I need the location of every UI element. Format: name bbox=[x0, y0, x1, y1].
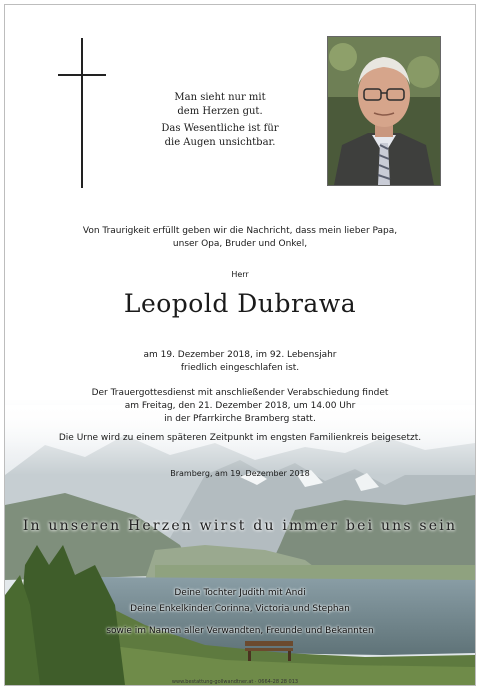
quote-line: dem Herzen gut. bbox=[177, 105, 263, 117]
announcement-line: unser Opa, Bruder und Onkel, bbox=[172, 239, 308, 249]
quote-line: Das Wesentliche ist für bbox=[161, 123, 279, 134]
family-line: Deine Enkelkinder Corinna, Victoria und Stephan bbox=[130, 604, 350, 614]
service-line: in der Pfarrkirche Bramberg statt. bbox=[164, 414, 316, 424]
urn-note: Die Urne wird zu einem späteren Zeitpunkt im engsten Familienkreis beigesetzt. bbox=[58, 433, 422, 443]
quote-line: Man sieht nur mit bbox=[174, 92, 266, 103]
service-line: Der Trauergottesdienst mit anschließender Verabschiedung findet bbox=[91, 388, 389, 398]
service-line: am Freitag, den 21. Dezember 2018, um 14.00 Uhr bbox=[124, 401, 356, 411]
footer-contact: www.bestattung-gollwandtner.at · 0664-28 28 013 bbox=[171, 679, 299, 685]
death-line: friedlich eingeschlafen ist. bbox=[180, 363, 300, 373]
quote bbox=[155, 91, 285, 149]
funeral-service bbox=[5, 387, 475, 426]
motto: In unseren Herzen wirst du immer bei uns sein bbox=[22, 518, 458, 534]
salutation: Herr bbox=[231, 270, 249, 279]
deceased-name: Leopold Dubrawa bbox=[123, 289, 357, 318]
portrait-photo bbox=[327, 36, 441, 186]
quote-line: die Augen unsichtbar. bbox=[164, 136, 276, 148]
obituary-card bbox=[4, 4, 476, 686]
family-line: Deine Tochter Judith mit Andi bbox=[174, 588, 306, 598]
family-line: sowie im Namen aller Verwandten, Freunde und Bekannten bbox=[106, 626, 374, 636]
family-mourners bbox=[5, 585, 475, 639]
announcement-line: Von Traurigkeit erfüllt geben wir die Nachricht, dass mein lieber Papa, bbox=[82, 226, 398, 236]
death-line: am 19. Dezember 2018, im 92. Lebensjahr bbox=[143, 350, 337, 360]
place-date: Bramberg, am 19. Dezember 2018 bbox=[170, 469, 310, 478]
death-notice bbox=[5, 349, 475, 375]
announcement bbox=[5, 225, 475, 251]
